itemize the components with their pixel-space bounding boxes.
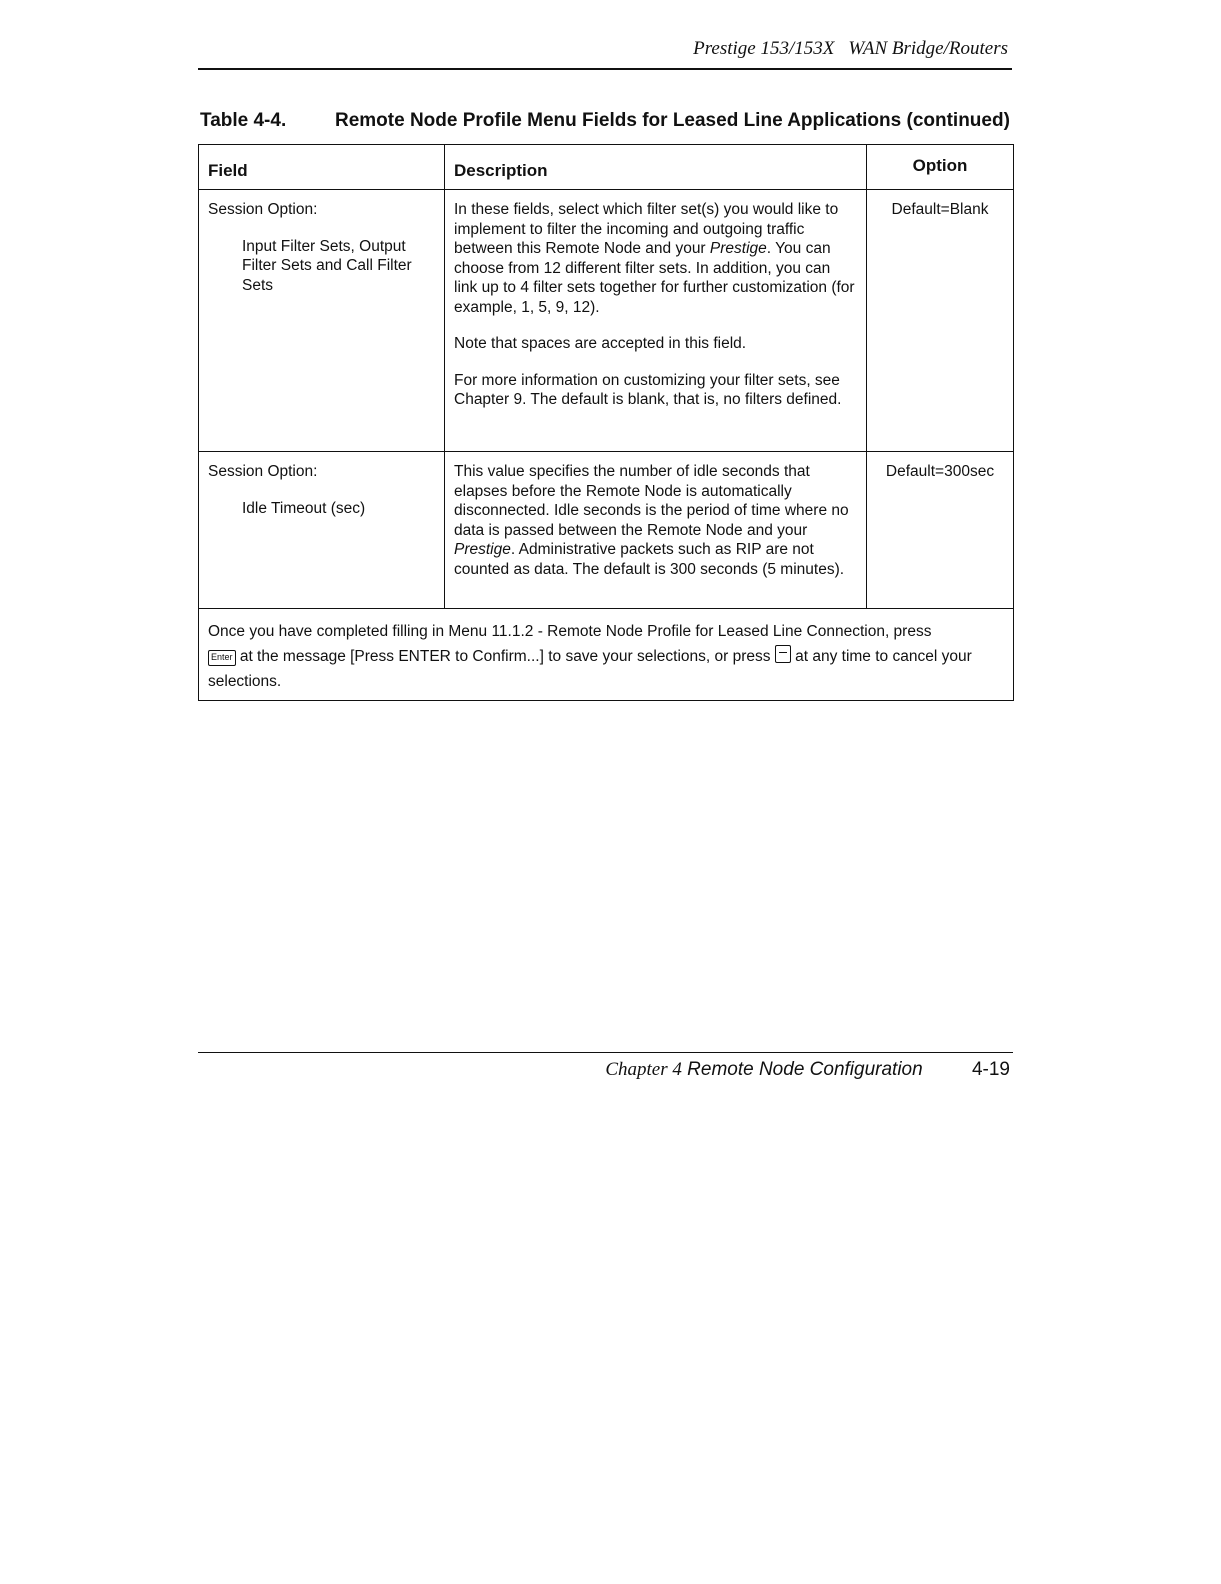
footer-chapter-title: Remote Node Configuration <box>687 1059 923 1080</box>
field-subname: Input Filter Sets, Output Filter Sets and Call Filter Sets <box>242 237 412 294</box>
header-subtitle: WAN Bridge/Routers <box>848 38 1008 59</box>
table-note-row <box>199 609 1014 701</box>
page-number: 4-19 <box>971 1059 1010 1080</box>
product-name: Prestige <box>709 240 767 257</box>
note-text: at the message [Press ENTER to Confirm...] to save your selections, or press <box>239 648 771 665</box>
field-subname: Idle Timeout (sec) <box>242 499 366 517</box>
table-caption <box>200 110 1010 132</box>
description-cell <box>445 452 867 609</box>
page-footer <box>560 1059 1010 1081</box>
option-cell: Default=300sec <box>867 452 1014 609</box>
enter-key-icon: Enter <box>208 650 236 666</box>
description-text: . Administrative packets such as RIP are not counted as data. The default is 300 seconds (5 minutes). <box>454 541 845 578</box>
field-name: Session Option: <box>208 463 318 480</box>
description-cell <box>445 190 867 452</box>
field-cell <box>199 190 445 452</box>
fields-table <box>198 144 1014 701</box>
description-text: In these fields, select which filter set(s) you would like to implement to filter the incoming and outgoing traffic between this Remote Node and your <box>454 201 839 257</box>
footer-chapter-label: Chapter 4 <box>605 1059 682 1080</box>
description-paragraph: For more information on customizing your filter sets, see Chapter 9. The default is blank, that is, no filters defined. <box>454 371 842 408</box>
description-paragraph <box>454 462 857 579</box>
header-description: Description <box>445 145 867 190</box>
product-name: Prestige <box>454 541 511 558</box>
table-row <box>199 452 1014 609</box>
header-rule <box>198 68 1012 70</box>
header-option: Option <box>867 145 1014 190</box>
description-paragraph: Note that spaces are accepted in this field. <box>454 335 747 352</box>
description-paragraph <box>454 200 857 317</box>
option-cell: Default=Blank <box>867 190 1014 452</box>
description-text: . You can choose from 12 different filter sets. In addition, you can link up to 4 filter sets together for further customization (for example, 1, 5, 9, 12). <box>454 240 855 316</box>
header-field: Field <box>199 145 445 190</box>
table-note <box>199 609 1014 701</box>
note-text: Once you have completed filling in Menu 11.1.2 - Remote Node Profile for Leased Line Connection, press <box>208 623 932 640</box>
table-caption-number: Table 4-4. <box>200 110 287 131</box>
field-name: Session Option: <box>208 201 318 218</box>
header-product: Prestige 153/153X <box>693 38 835 59</box>
footer-rule <box>198 1052 1013 1053</box>
table-header-row <box>199 145 1014 190</box>
table-caption-title: Remote Node Profile Menu Fields for Leased Line Applications (continued) <box>335 110 1010 131</box>
note-text: at any time to cancel your selections. <box>208 648 972 690</box>
field-cell <box>199 452 445 609</box>
running-header <box>600 38 1008 60</box>
table-row <box>199 190 1014 452</box>
escape-key-icon <box>775 645 791 663</box>
description-text: This value specifies the number of idle seconds that elapses before the Remote Node is automatically disconnected. Idle seconds is the period of time where no data is passed between the Remote Node and your <box>454 463 849 539</box>
